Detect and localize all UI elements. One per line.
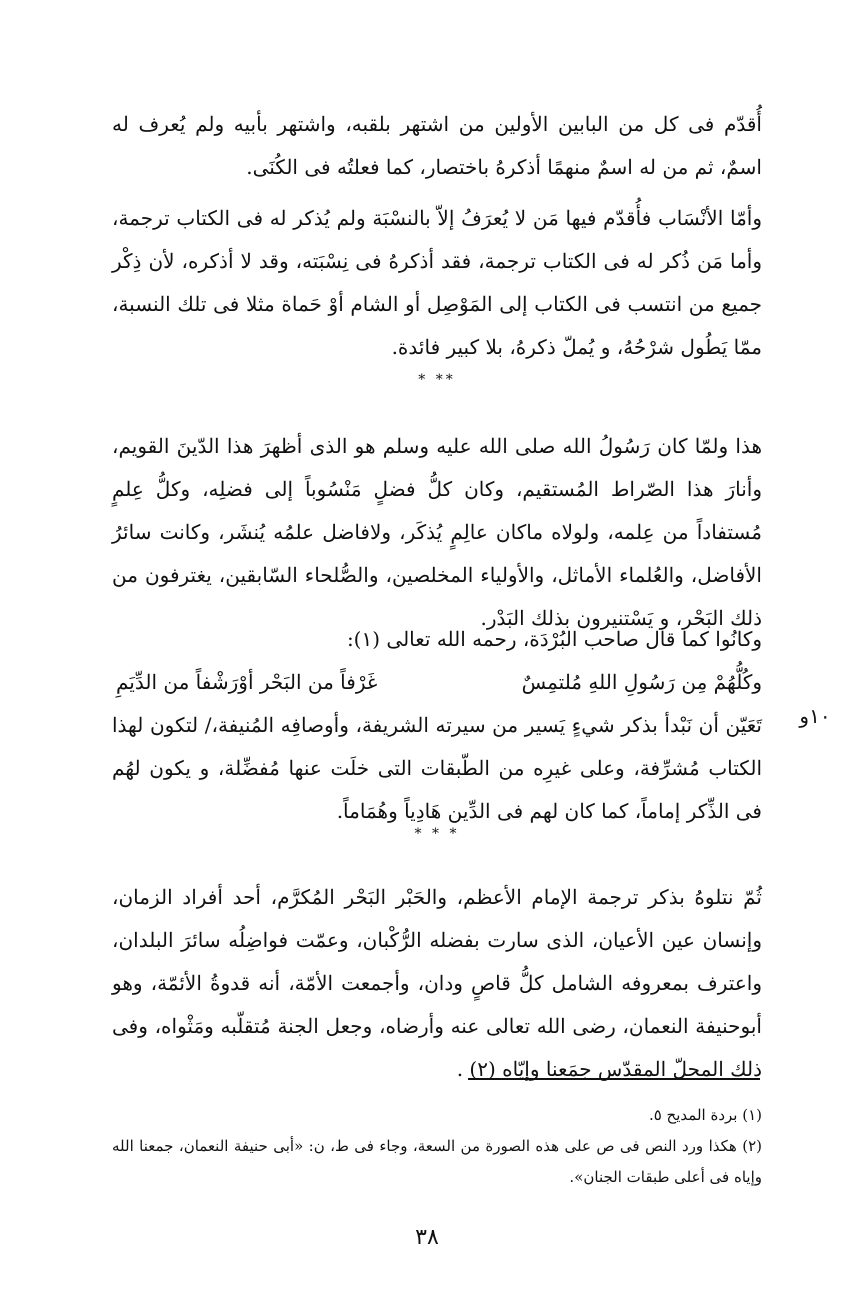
- verse-first-hemistich: وكُلُّهُمْ مِن رَسُولِ اللهِ مُلتمِسٌ: [521, 670, 762, 694]
- page-number: ٣٨: [415, 1225, 439, 1250]
- section-separator-1: * **: [418, 372, 456, 388]
- verse-second-hemistich: غَرْفاً من البَحْر أوْرَشْفاً من الدِّيَمِ: [116, 670, 378, 694]
- paragraph-5: [112, 876, 762, 1091]
- section-separator-2: * * *: [414, 826, 460, 842]
- manuscript-folio-note: ١٠و: [799, 704, 831, 728]
- paragraph-text: وأمّا الأنْسَاب فأُقدّم فيها مَن لا يُعرَفُ إلاّ بالنسْبَة ولم يُذكر له فى الكتاب ترجمة، وأما مَن ذُكر له فى الكتاب ترجمة، فقد أذكرهُ فى نِسْبَته، وقد لا أذكره، لأن ذِكْر جميع من انتسب فى الكتاب إلى المَوْصِل أو الشام أوْ حَماة مثلا فى تلك النسبة، ممّا يَطُول شرْحُهُ، و يُملّ ذكرهُ، بلا كبير فائدة.: [112, 206, 762, 359]
- paragraph-2: [112, 197, 762, 369]
- footnotes: [112, 1100, 762, 1193]
- paragraph-3: [112, 425, 762, 640]
- paragraph-text: تَعَيّن أن نَبْدأ بذكر شيءٍ يَسير من سيرته الشريفة، وأوصافِه المُنيفة،/ لتكون لهذا الكتاب مُشرِّفة، وعلى غيرِه من الطّبقات التى خلَت عنها مُفضِّلة، و يكون لهُم فى الذِّكر إماماً، كما كان لهم فى الدِّين هَادِياً وهُمَاماً.: [112, 713, 762, 823]
- footnote-1: (١) بردة المديح ٥.: [648, 1106, 762, 1124]
- footnote-2: (٢) هكذا ورد النص فى ص على هذه الصورة من السعة، وجاء فى ط، ن: «أبى حنيفة النعمان، جمعنا الله وإياه فى أعلى طبقات الجنان».: [112, 1137, 762, 1186]
- poem-verse: [112, 661, 762, 704]
- paragraph-1: [112, 103, 762, 189]
- paragraph-text: هذا ولمّا كان رَسُولُ الله صلى الله عليه وسلم هو الذى أظهرَ هذا الدّينَ القويم، وأنارَ هذا الصّراط المُستقيم، وكان كلُّ فضلٍ مَنْسُوباً إلى فضلِه، وكلُّ عِلمٍ مُستفاداً من عِلمه، ولولاه ماكان عالِمٍ يُذكَر، ولافاضل علمُه يُنشَر، وكانت سائرُ الأفاضل، والعُلماء الأماثل، والأولياء المخلصين، والصُّلحاء السّابقين، يغترفون من ذلك البَحْر، و يَسْتنيرون بذلك البَدْر.: [112, 434, 762, 630]
- verse-intro: وكانُوا كما قال صاحب البُرْدَة، رحمه الله تعالى (١):: [346, 627, 762, 651]
- footnote-divider: [468, 1078, 760, 1080]
- paragraph-text: ثُمّ نتلوهُ بذكر ترجمة الإمام الأعظم، والحَبْر البَحْر المُكرَّم، أحد أفراد الزمان، وإنسان عين الأعيان، الذى سارت بفضله الرُّكْبان، وعمّت فواضِلُه سائرَ البلدان، واعترف بمعروفه الشامل كلُّ قاصٍ ودان، وأجمعت الأمّة، أنه قدوةُ الأئمّة، وهو أبوحنيفة النعمان، رضى الله تعالى عنه وأرضاه، وجعل الجنة مُتقلّبه ومَثْواه، وفى ذلك المحلّ المقدّس جمَعنا وإيّاه (٢) .: [112, 885, 762, 1081]
- paragraph-text: أُقدّم فى كل من البابين الأولين من اشتهر بلقبه، واشتهر بأبيه ولم يُعرف له اسمٌ، ثم من له اسمٌ منهمًا أذكرهُ باختصار، كما فعلتُه فى الكُنَى.: [112, 112, 762, 179]
- paragraph-4: [112, 618, 762, 833]
